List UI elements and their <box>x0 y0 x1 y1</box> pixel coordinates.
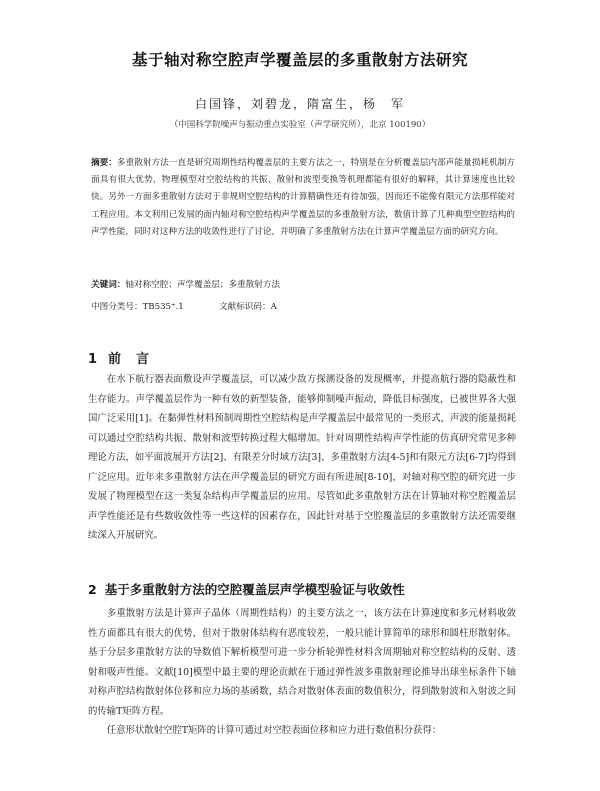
abstract-label: 摘要： <box>91 158 117 168</box>
document-code: 文献标识码：A <box>219 302 277 312</box>
abstract-text: 多重散射方法一直是研究周期性结构覆盖层的主要方法之一，特别是在分析覆盖层内部声能量损耗机制方面具有很大优势，物理模型对空腔结构的共振、散射和波型变换等机理都能有很好的解释，其计算速度也比较快。另外一方面多重散射方法对于非规则空腔结构的计算精确性还有待加强，因而还不能像有限元方法那样能对工程应用。本文利用已发展的面内轴对称空腔结构声学覆盖层的多重散射方法，数值计算了几种典型空腔结构的声学性能，同时对这种方法的收敛性进行了讨论，并明确了多重散射方法在计算声学覆盖层方面的研究方向。 <box>91 158 515 237</box>
clc-number: 中图分类号：TB535⁺.1 <box>91 302 184 312</box>
paragraph: 在水下航行器表面敷设声学覆盖层，可以减少敌方探测设备的发现概率，并提高航行器的隐蔽性和生存能力。声学覆盖层作为一种有效的新型装备，能够抑制噪声振动，降低目标强度，已被世界各大强国广泛采用[1]。在黏弹性材料预制周期性空腔结构是声学覆盖层中最常见的一类形式，声波的能量损耗可以通过空腔结构共振、散射和波型转换过程大幅增加。针对周期性结构声学性能的仿真研究常见多种理论方法，如平面波展开方法[2]、有限差分时域方法[3]、多重散射方法[4-5]和有限元方法[6-7]均得到广泛应用。近年来多重散射方法在声学覆盖层的研究方面有所进展[8-10]，对轴对称空腔的研究进一步发展了物理模型在这一类复杂结构声学覆盖层的应用。尽管如此多重散射方法在计算轴对称空腔覆盖层声学性能还是有些数收敛性等一些这样的因素存在，因此针对基于空腔覆盖层的多重散射方法还需要继续深入开展研究。 <box>88 374 516 541</box>
abstract <box>91 155 515 241</box>
keywords-label: 关键词： <box>91 280 126 290</box>
section-2-number: 2 <box>88 582 97 597</box>
section-2-body <box>88 604 516 741</box>
section-1-number: 1 <box>88 352 99 367</box>
author-list: 白国锋，刘碧龙，隋富生，杨 军 <box>194 97 405 111</box>
keywords <box>91 278 515 290</box>
affiliation: （中国科学院噪声与振动重点实验室（声学研究所），北京 100190） <box>169 120 431 130</box>
section-2-heading <box>88 580 518 598</box>
section-1-body <box>88 370 516 546</box>
classification-line <box>91 300 515 312</box>
paragraph: 任意形状散射空腔T矩阵的计算可通过对空腔表面位移和应力进行数值积分获得： <box>106 725 442 736</box>
section-2-title: 基于多重散射方法的空腔覆盖层声学模型验证与收敛性 <box>104 582 405 597</box>
paragraph: 多重散射方法是计算声子晶体（周期性结构）的主要方法之一，该方法在计算速度和多元材料收敛性方面都具有很大的优势，但对于散射体结构有恶度较差，一般只能计算简单的球形和圆柱形散射体。基于分层多重散射方法的导数值下解析模型可进一步分析轮弹性材料含周期轴对称空腔结构的反射、透射和吸声性能。文献[10]模型中最主要的理论贡献在于通过弹性波多重散射理论推导出球坐标条件下轴对称声腔结构散射体位移和应力场的基函数，结合对散射体表面的数值积分，得到散射波和入射波之间的传输T矩阵方程。 <box>88 608 516 717</box>
section-1-heading <box>88 348 150 367</box>
paper-title: 基于轴对称空腔声学覆盖层的多重散射方法研究 <box>131 51 468 69</box>
section-1-title: 前 言 <box>108 352 151 367</box>
keywords-text: 轴对称空腔；声学覆盖层；多重散射方法 <box>125 280 281 290</box>
